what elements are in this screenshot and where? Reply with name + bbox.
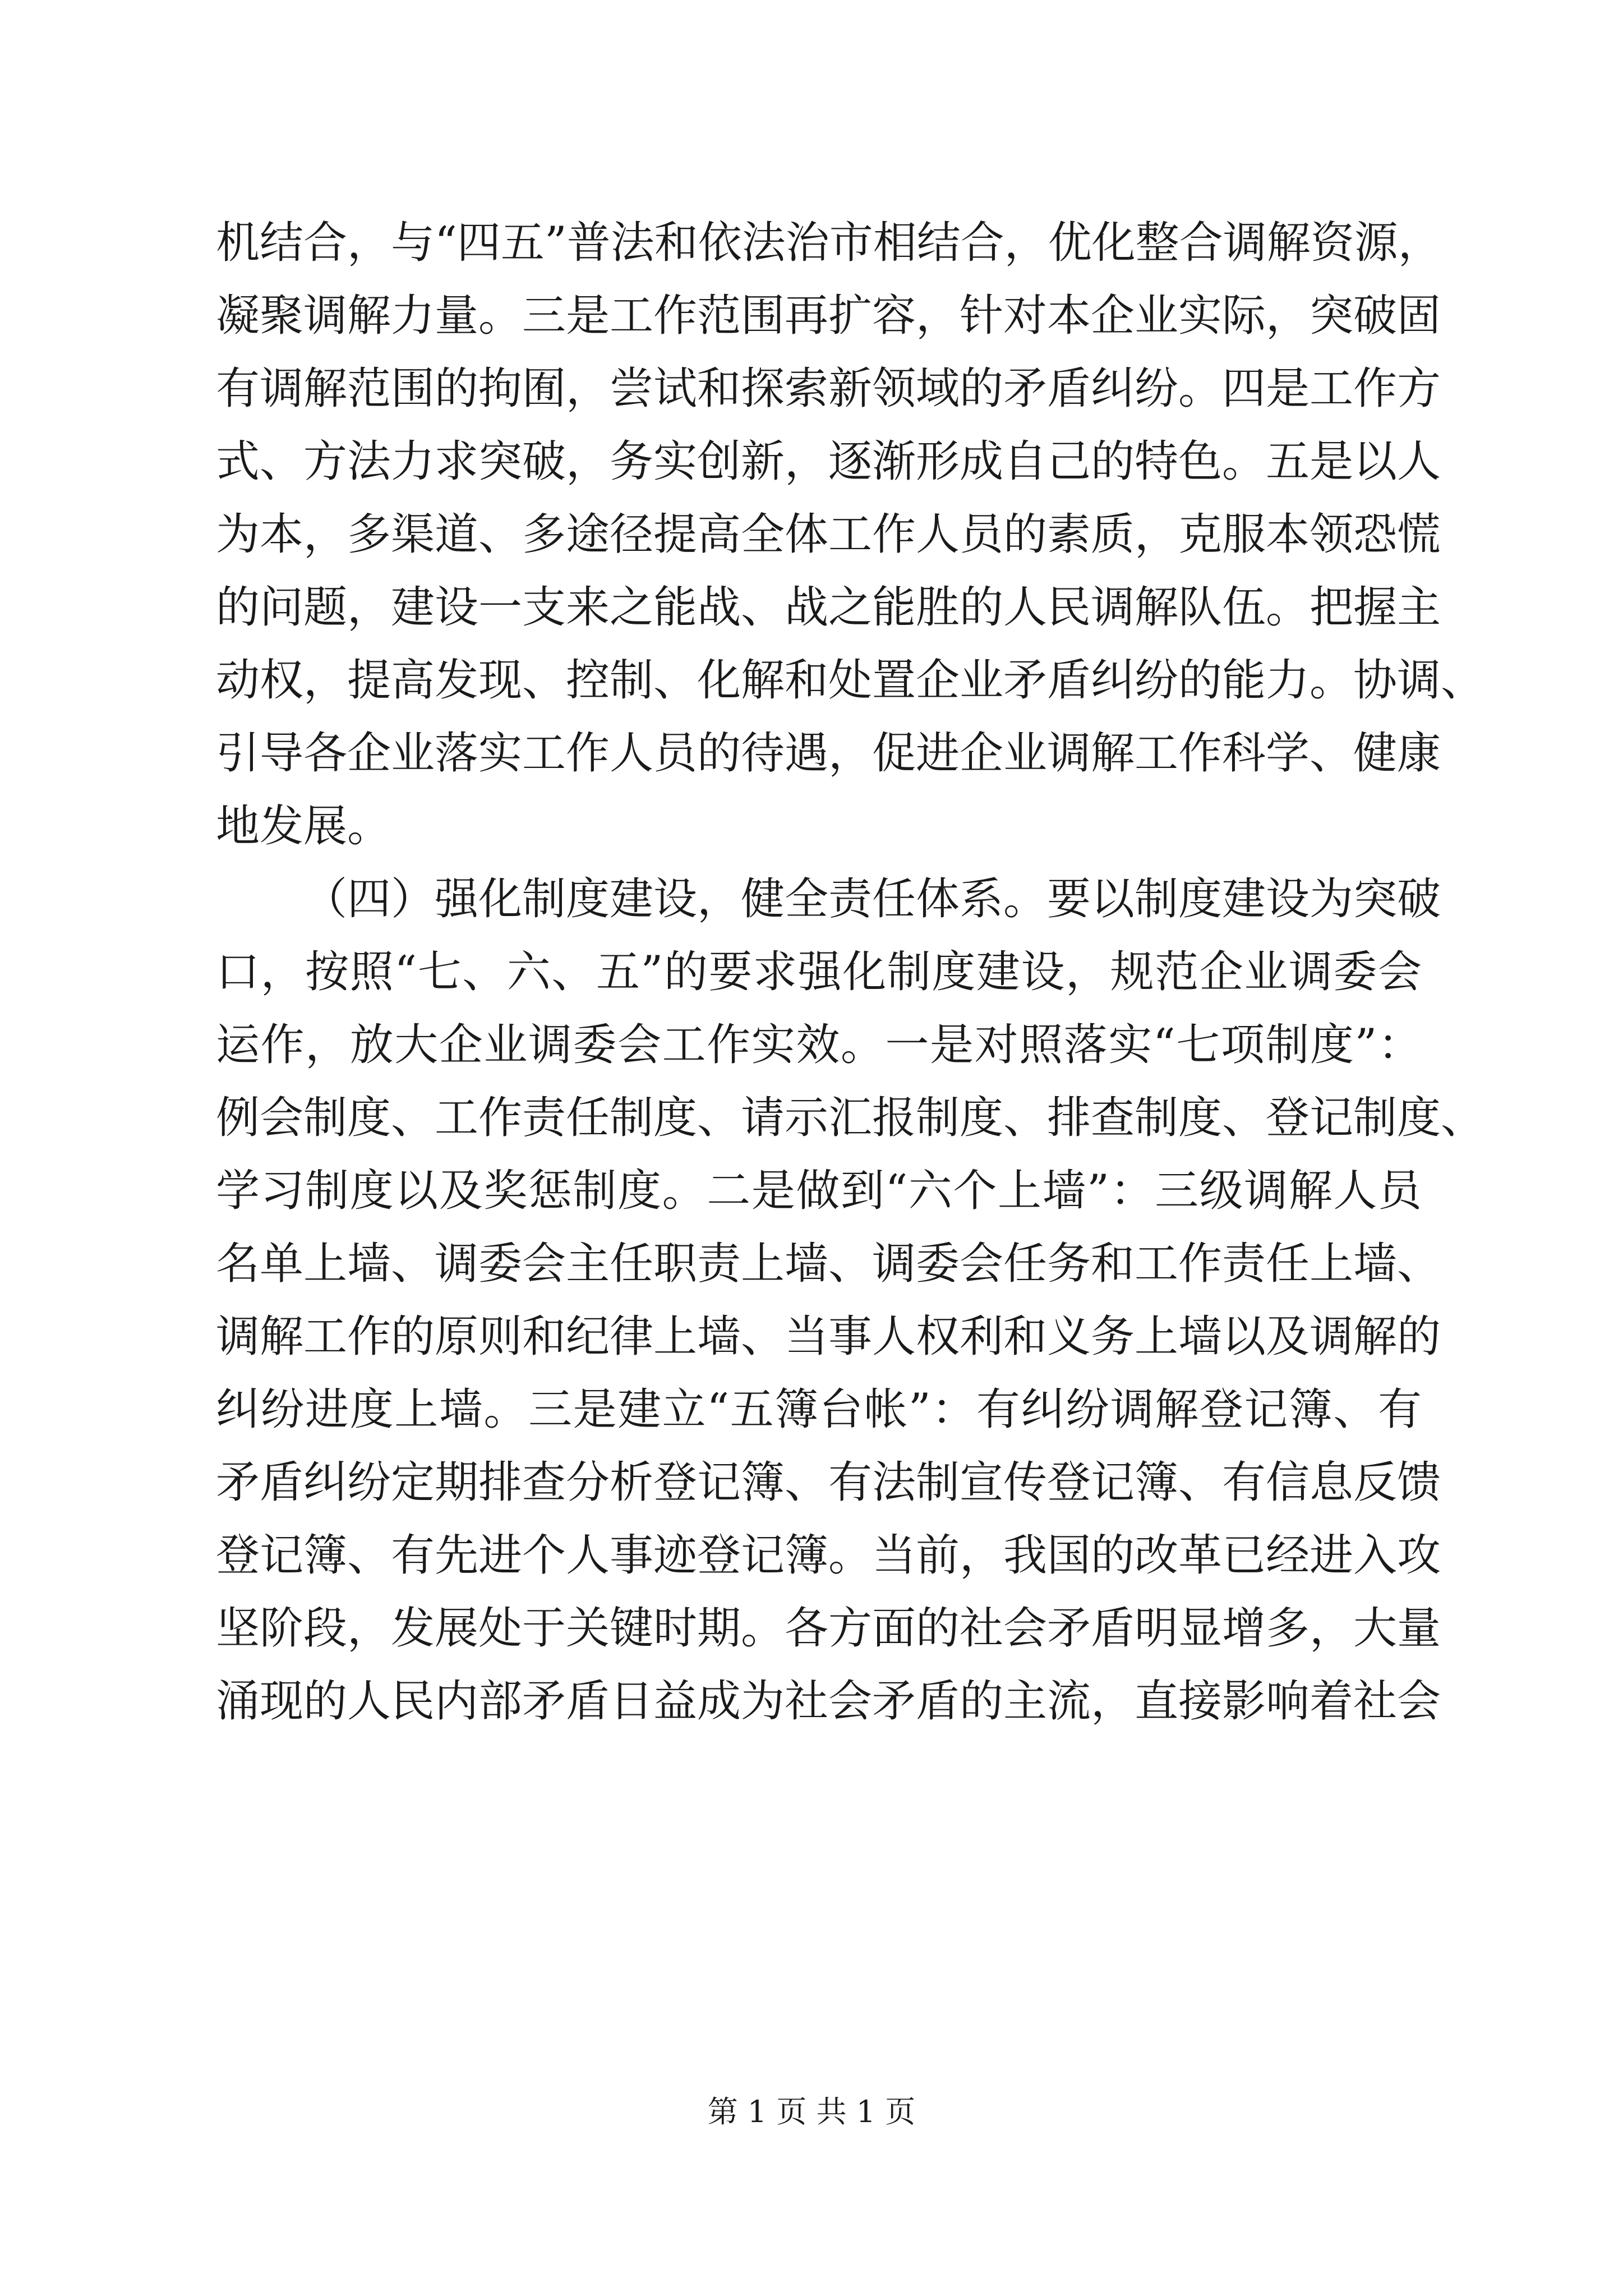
text-line: 地发展。 — [216, 801, 391, 852]
text-line: 坚阶段，发展处于关键时期。各方面的社会矛盾明显增多，大量 — [216, 1603, 1441, 1654]
text-line: 调解工作的原则和纪律上墙、当事人权利和义务上墙以及调解的 — [216, 1312, 1441, 1362]
text-line: 学习制度以及奖惩制度。二是做到“六个上墙”：三级调解人员 — [216, 1166, 1422, 1216]
page-number: 第 1 页 共 1 页 — [707, 2094, 916, 2129]
text-line: 有调解范围的拘囿，尝试和探索新领域的矛盾纠纷。四是工作方 — [216, 364, 1441, 414]
text-line: 登记簿、有先进个人事迹登记簿。当前，我国的改革已经进入攻 — [216, 1530, 1441, 1581]
text-line: 例会制度、工作责任制度、请示汇报制度、排查制度、登记制度、 — [216, 1093, 1485, 1143]
text-line: 动权，提高发现、控制、化解和处置企业矛盾纠纷的能力。协调、 — [216, 655, 1485, 706]
document-body — [216, 206, 1485, 1738]
text-line: 引导各企业落实工作人员的待遇，促进企业调解工作科学、健康 — [216, 728, 1441, 779]
text-line: 纠纷进度上墙。三是建立“五簿台帐”：有纠纷调解登记簿、有 — [216, 1384, 1422, 1435]
text-line: 为本，多渠道、多途径提高全体工作人员的素质，克服本领恐慌 — [216, 509, 1441, 560]
text-line: 口，按照“七、六、五”的要求强化制度建设，规范企业调委会 — [216, 947, 1422, 997]
page-footer — [0, 2092, 1623, 2132]
text-line: 式、方法力求突破，务实创新，逐渐形成自己的特色。五是以人 — [216, 436, 1441, 487]
text-line: 凝聚调解力量。三是工作范围再扩容，针对本企业实际，突破固 — [216, 291, 1441, 341]
text-line: 涌现的人民内部矛盾日益成为社会矛盾的主流，直接影响着社会 — [216, 1676, 1441, 1727]
section-heading-line: （四）强化制度建设，健全责任体系。要以制度建设为突破 — [303, 874, 1441, 924]
text-line: 运作，放大企业调委会工作实效。一是对照落实“七项制度”： — [216, 1020, 1422, 1070]
text-line: 的问题，建设一支来之能战、战之能胜的人民调解队伍。把握主 — [216, 582, 1441, 633]
paragraph-2 — [216, 863, 1485, 1738]
paragraph-1 — [216, 206, 1485, 863]
text-line: 名单上墙、调委会主任职责上墙、调委会任务和工作责任上墙、 — [216, 1239, 1441, 1289]
text-line: 机结合，与“四五”普法和依法治市相结合，优化整合调解资源， — [216, 218, 1442, 268]
text-line: 矛盾纠纷定期排查分析登记簿、有法制宣传登记簿、有信息反馈 — [216, 1457, 1441, 1508]
